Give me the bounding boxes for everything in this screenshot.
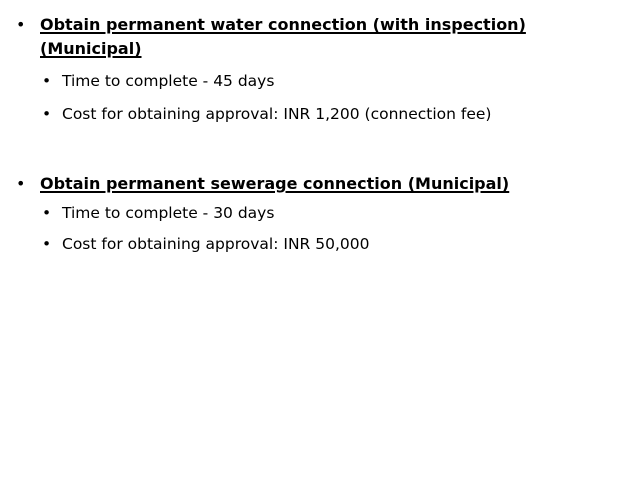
procedure-heading-line1: Obtain permanent sewerage connection (Municipal) xyxy=(40,174,510,193)
item-text: Cost for obtaining approval: INR 1,200 (connection fee) xyxy=(62,105,492,123)
item-text: Cost for obtaining approval: INR 50,000 xyxy=(62,235,370,253)
bullet-icon: • xyxy=(42,204,52,222)
bullet-icon: • xyxy=(42,105,52,123)
bullet-icon: • xyxy=(42,235,52,253)
procedure-heading xyxy=(14,172,624,196)
procedure-heading-line2: (Municipal) xyxy=(40,39,142,58)
procedure-sewerage-connection xyxy=(14,172,624,255)
item-text: Time to complete - 30 days xyxy=(62,204,275,222)
time-to-complete-item xyxy=(40,70,624,92)
procedure-heading-line1: Obtain permanent water connection (with inspection) xyxy=(40,15,526,34)
procedure-water-connection xyxy=(14,13,624,125)
bullet-icon: • xyxy=(16,174,26,193)
cost-item xyxy=(40,233,624,255)
cost-item xyxy=(40,103,624,125)
time-to-complete-item xyxy=(40,202,624,224)
bullet-icon: • xyxy=(16,15,26,34)
item-text: Time to complete - 45 days xyxy=(62,72,275,90)
bullet-icon: • xyxy=(42,72,52,90)
procedure-heading xyxy=(14,13,624,61)
